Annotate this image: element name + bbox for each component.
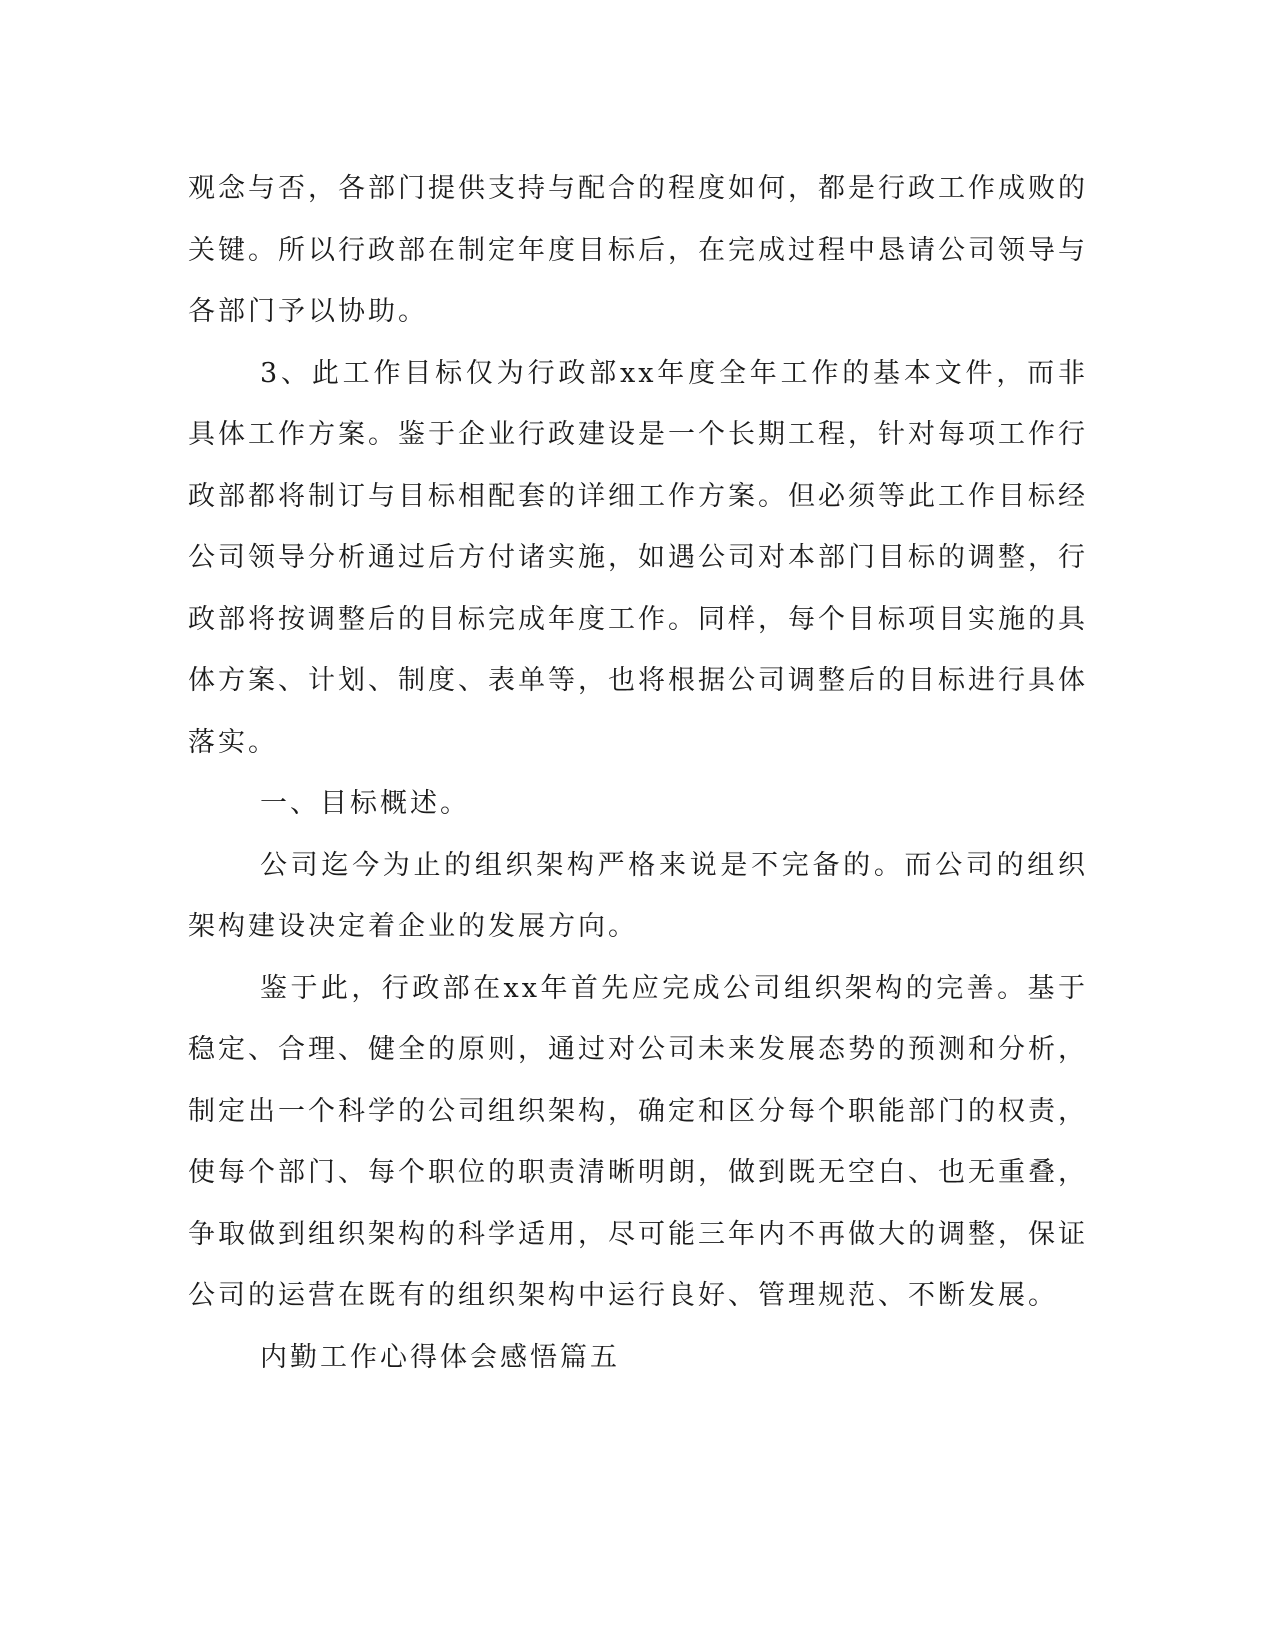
paragraph-admin-plan: 鉴于此，行政部在xx年首先应完成公司组织架构的完善。基于稳定、合理、健全的原则，通过对公司未来发展态势的预测和分析，制定出一个科学的公司组织架构，确定和区分每个职能部门的权责，使每个部门、每个职位的职责清晰明朗，做到既无空白、也无重叠，争取做到组织架构的科学适用，尽可能三年内不再做大的调整，保证公司的运营在既有的组织架构中运行良好、管理规范、不断发展。 xyxy=(188,972,1088,1311)
paragraph-org-structure: 公司迄今为止的组织架构严格来说是不完备的。而公司的组织架构建设决定着企业的发展方向。 xyxy=(188,849,1088,942)
document-body xyxy=(188,158,1088,1388)
paragraph-point-3: 3、此工作目标仅为行政部xx年度全年工作的基本文件，而非具体工作方案。鉴于企业行政建设是一个长期工程，针对每项工作行政部都将制订与目标相配套的详细工作方案。但必须等此工作目标经公司领导分析通过后方付诸实施，如遇公司对本部门目标的调整，行政部将按调整后的目标完成年度工作。同样，每个目标项目实施的具体方案、计划、制度、表单等，也将根据公司调整后的目标进行具体落实。 xyxy=(188,357,1088,758)
paragraph-continuation: 观念与否，各部门提供支持与配合的程度如何，都是行政工作成败的关键。所以行政部在制定年度目标后，在完成过程中恳请公司领导与各部门予以协助。 xyxy=(188,173,1088,327)
section-heading-goal-overview: 一、目标概述。 xyxy=(260,788,470,819)
section-title-part-five: 内勤工作心得体会感悟篇五 xyxy=(260,1341,620,1373)
